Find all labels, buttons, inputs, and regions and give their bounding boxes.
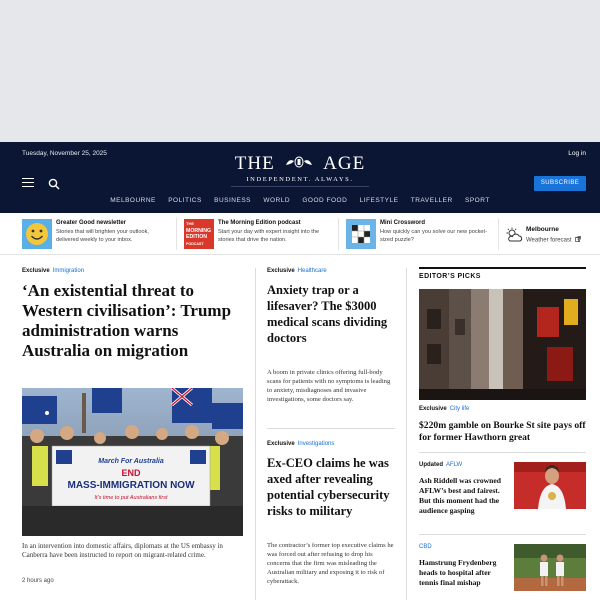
story-description: A boom in private clinics offering full-body scans for patients with no symptoms is leading to anxiety, misdiagnoses and invasive investigations, some doctors say. — [267, 369, 391, 403]
section-link[interactable]: AFLW — [446, 462, 463, 468]
subscribe-button[interactable]: SUBSCRIBE — [534, 176, 586, 191]
lead-description: In an intervention into domestic affairs, diplomats at the US embassy in Canberra have been instructed to report on migrant-related crime. — [22, 542, 223, 559]
pick-photo[interactable] — [514, 544, 586, 591]
lead-photo[interactable] — [22, 388, 243, 536]
nav-item-business[interactable]: BUSINESS — [214, 197, 252, 204]
login-link[interactable]: Log in — [568, 150, 586, 157]
svg-text:END: END — [121, 468, 141, 478]
section-link[interactable]: CBD — [419, 544, 432, 550]
story-kicker: Exclusive City life — [419, 406, 470, 412]
promo-title: Mini Crossword — [380, 220, 426, 226]
picks-rule — [419, 267, 586, 269]
current-date: Tuesday, November 25, 2025 — [22, 150, 107, 157]
svg-text:It's time to put Australians f: It's time to put Australians first — [94, 495, 168, 501]
nav-item-lifestyle[interactable]: LIFESTYLE — [359, 197, 399, 204]
tagline: INDEPENDENT. ALWAYS. — [246, 176, 354, 183]
story-kicker: Exclusive Immigration — [22, 268, 85, 274]
nav-item-good-food[interactable]: GOOD FOOD — [302, 197, 348, 204]
story-kicker: Updated AFLW — [419, 462, 463, 468]
promo-morning-edition[interactable] — [184, 219, 334, 251]
nav-item-traveller[interactable]: TRAVELLER — [410, 197, 453, 204]
pick-headline[interactable]: $220m gamble on Bourke St site pays off for former Hawthorn great — [419, 420, 586, 443]
promo-greater-good[interactable] — [22, 219, 172, 251]
story-kicker — [419, 544, 432, 550]
external-link-icon — [575, 236, 581, 244]
pick-headline[interactable]: Hamstrung Frydenberg heads to hospital after tennis final mishap — [419, 558, 497, 587]
nav-item-melbourne[interactable]: MELBOURNE — [110, 197, 156, 204]
story-headline[interactable]: Anxiety trap or a lifesaver? The $3000 medical scans dividing doctors — [267, 283, 388, 345]
site-logo[interactable] — [0, 153, 600, 175]
story-description: The contractor’s former top executive claims he was forced out after refusing to drop his concerns that the firm was misleading the Australian military and exposing it to risk of cyberattack. — [267, 542, 394, 585]
lead-headline[interactable]: ‘An existential threat to Western civilisation’: Trump administration warns Australia on migration — [22, 281, 232, 360]
promo-divider — [176, 218, 177, 250]
story-divider — [267, 428, 395, 429]
promo-divider — [338, 218, 339, 250]
svg-text:March For Australia: March For Australia — [98, 458, 164, 465]
promo-bar — [0, 213, 600, 255]
column-divider — [406, 268, 407, 600]
promo-divider — [498, 218, 499, 250]
promo-desc: Start your day with expert insight into the stories that drive the nation. — [218, 229, 320, 243]
nav-item-politics[interactable]: POLITICS — [168, 197, 202, 204]
svg-text:MASS-IMMIGRATION NOW: MASS-IMMIGRATION NOW — [67, 480, 195, 491]
section-link[interactable]: Healthcare — [297, 268, 327, 274]
pick-photo[interactable] — [514, 462, 586, 509]
podcast-badge: THE MORNING EDITION PODCAST — [184, 219, 214, 249]
section-link[interactable]: Immigration — [52, 268, 85, 274]
partly-cloudy-icon — [505, 227, 523, 243]
promo-desc: How quickly can you solve our new pocket-sized puzzle? — [380, 229, 487, 243]
coat-of-arms-icon — [284, 156, 314, 170]
weather-forecast-link[interactable]: Weather forecast — [526, 236, 581, 244]
story-kicker: Exclusive Investigations — [267, 441, 335, 447]
weather-widget[interactable] — [505, 219, 595, 251]
pick-headline[interactable]: Ash Riddell was crowned AFLW’s best and fairest. But this moment had the audience gasping — [419, 476, 501, 515]
story-divider — [419, 534, 586, 535]
search-icon[interactable] — [48, 177, 60, 189]
section-nav — [0, 197, 600, 204]
crossword-grid-icon — [346, 219, 376, 249]
logo-word-age: AGE — [323, 153, 366, 174]
smiley-face-icon — [22, 219, 52, 249]
promo-title: The Morning Edition podcast — [218, 220, 301, 226]
promo-title: Greater Good newsletter — [56, 220, 127, 226]
ad-slot — [0, 0, 600, 142]
weather-location: Melbourne — [526, 226, 559, 233]
pick-photo[interactable] — [419, 289, 586, 400]
promo-mini-crossword[interactable] — [346, 219, 496, 251]
story-divider — [419, 452, 586, 453]
column-divider — [255, 268, 256, 600]
section-link[interactable]: City life — [449, 406, 470, 412]
editors-picks-title: EDITOR’S PICKS — [419, 273, 481, 280]
logo-word-the: THE — [234, 153, 275, 174]
nav-item-sport[interactable]: SPORT — [465, 197, 490, 204]
story-kicker: Exclusive Healthcare — [267, 268, 327, 274]
section-link[interactable]: Investigations — [297, 441, 335, 447]
story-headline[interactable]: Ex-CEO claims he was axed after revealing potential cybersecurity risks to military — [267, 456, 390, 518]
nav-item-world[interactable]: WORLD — [263, 197, 291, 204]
logo-divider — [231, 186, 369, 187]
timestamp: 2 hours ago — [22, 578, 54, 584]
hamburger-menu-icon[interactable] — [22, 178, 34, 187]
promo-desc: Stories that will brighten your outlook, delivered weekly to your inbox. — [56, 229, 149, 243]
